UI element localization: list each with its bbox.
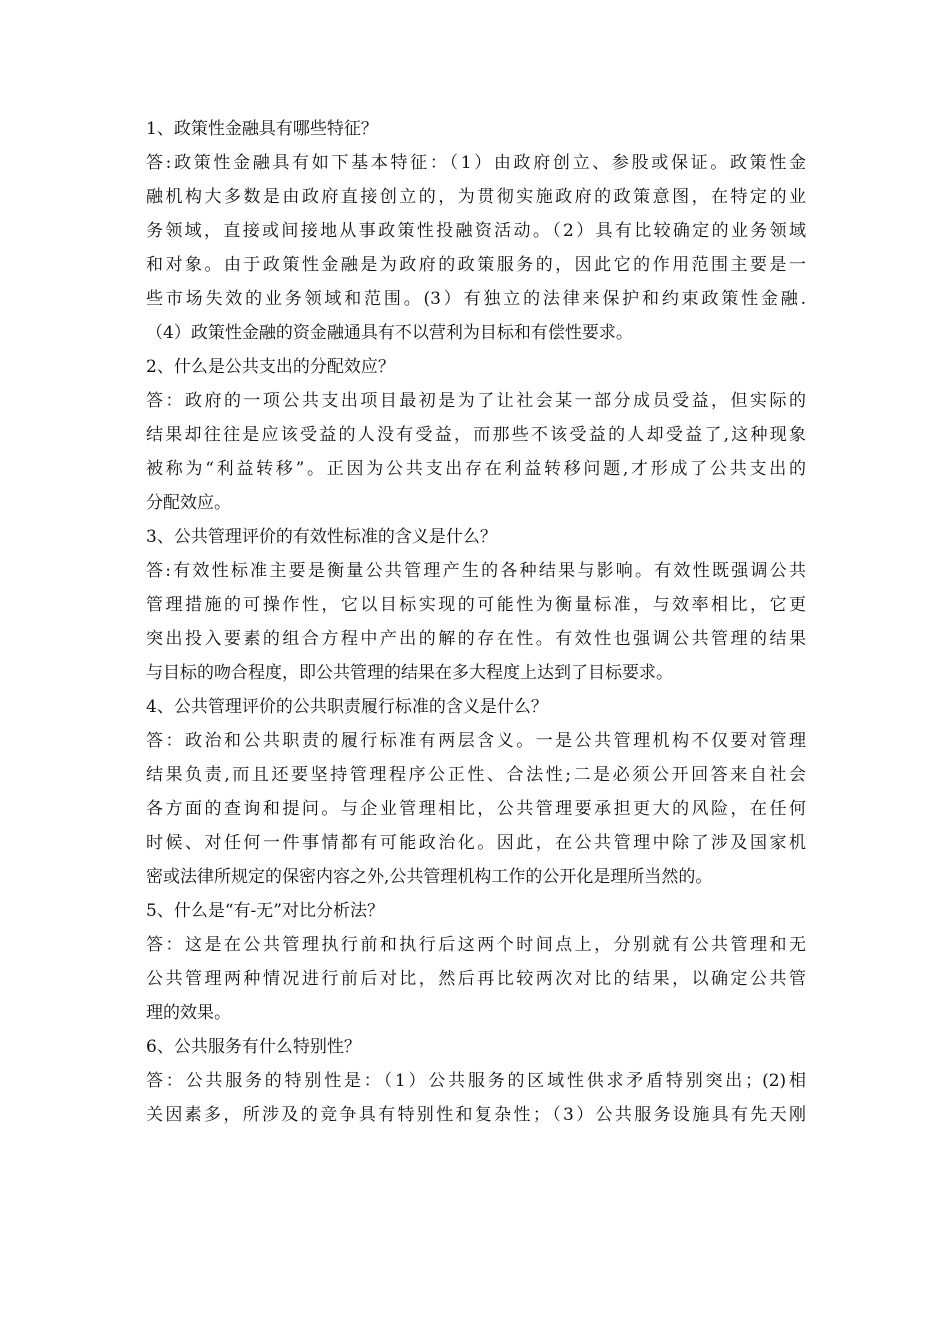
question-3: 3、公共管理评价的有效性标准的含义是什么？: [146, 527, 497, 547]
answer-1-line-3: 务领域，直接或间接地从事政策性投融资活动。（2）具有比较确定的业务领域: [146, 221, 806, 241]
question-5: 5、什么是“有-无”对比分析法？: [146, 901, 384, 921]
answer-6-line-2: 关因素多，所涉及的竞争具有特别性和复杂性；（3）公共服务设施具有先天刚: [146, 1105, 806, 1125]
answer-5-line-2: 公共管理两种情况进行前后对比，然后再比较两次对比的结果，以确定公共管: [146, 969, 806, 989]
answer-3-line-2: 管理措施的可操作性，它以目标实现的可能性为衡量标准，与效率相比，它更: [146, 595, 806, 615]
answer-1-line-1: 答:政策性金融具有如下基本特征：（1）由政府创立、参股或保证。政策性金: [146, 153, 806, 173]
document-body: [146, 112, 806, 1132]
answer-1-line-2: 融机构大多数是由政府直接创立的，为贯彻实施政府的政策意图，在特定的业: [146, 187, 806, 207]
question-2: 2、什么是公共支出的分配效应？: [146, 357, 395, 377]
answer-1-line-4: 和对象。由于政策性金融是为政府的政策服务的，因此它的作用范围主要是一: [146, 255, 806, 275]
question-4: 4、公共管理评价的公共职责履行标准的含义是什么？: [146, 697, 548, 717]
answer-5-line-1: 答：这是在公共管理执行前和执行后这两个时间点上，分别就有公共管理和无: [146, 935, 806, 955]
answer-3-line-4: 与目标的吻合程度，即公共管理的结果在多大程度上达到了目标要求。: [146, 663, 673, 683]
answer-4-line-3: 各方面的查询和提问。与企业管理相比，公共管理要承担更大的风险，在任何: [146, 799, 806, 819]
answer-6-line-1: 答：公共服务的特别性是：（1）公共服务的区域性供求矛盾特别突出；(2)相: [146, 1071, 806, 1091]
answer-2-line-3: 被称为“利益转移”。正因为公共支出存在利益转移问题,才形成了公共支出的: [146, 459, 806, 479]
answer-4-line-1: 答：政治和公共职责的履行标准有两层含义。一是公共管理机构不仅要对管理: [146, 731, 806, 751]
answer-2-line-1: 答：政府的一项公共支出项目最初是为了让社会某一部分成员受益，但实际的: [146, 391, 806, 411]
question-1: 1、政策性金融具有哪些特征？: [146, 119, 378, 139]
answer-1-line-6: （4）政策性金融的资金融通具有不以营利为目标和有偿性要求。: [146, 323, 633, 343]
answer-1-line-5: 些市场失效的业务领域和范围。(3）有独立的法律来保护和约束政策性金融.: [146, 289, 806, 309]
answer-3-line-1: 答:有效性标准主要是衡量公共管理产生的各种结果与影响。有效性既强调公共: [146, 561, 806, 581]
answer-2-line-4: 分配效应。: [146, 493, 231, 513]
answer-3-line-3: 突出投入要素的组合方程中产出的解的存在性。有效性也强调公共管理的结果: [146, 629, 806, 649]
answer-4-line-4: 时候、对任何一件事情都有可能政治化。因此，在公共管理中除了涉及国家机: [146, 833, 806, 853]
question-6: 6、公共服务有什么特别性？: [146, 1037, 361, 1057]
answer-2-line-2: 结果却往往是应该受益的人没有受益，而那些不该受益的人却受益了,这种现象: [146, 425, 806, 445]
answer-4-line-2: 结果负责,而且还要坚持管理程序公正性、合法性;二是必须公开回答来自社会: [146, 765, 806, 785]
answer-4-line-5: 密或法律所规定的保密内容之外,公共管理机构工作的公开化是理所当然的。: [146, 867, 713, 887]
answer-5-line-3: 理的效果。: [146, 1003, 231, 1023]
